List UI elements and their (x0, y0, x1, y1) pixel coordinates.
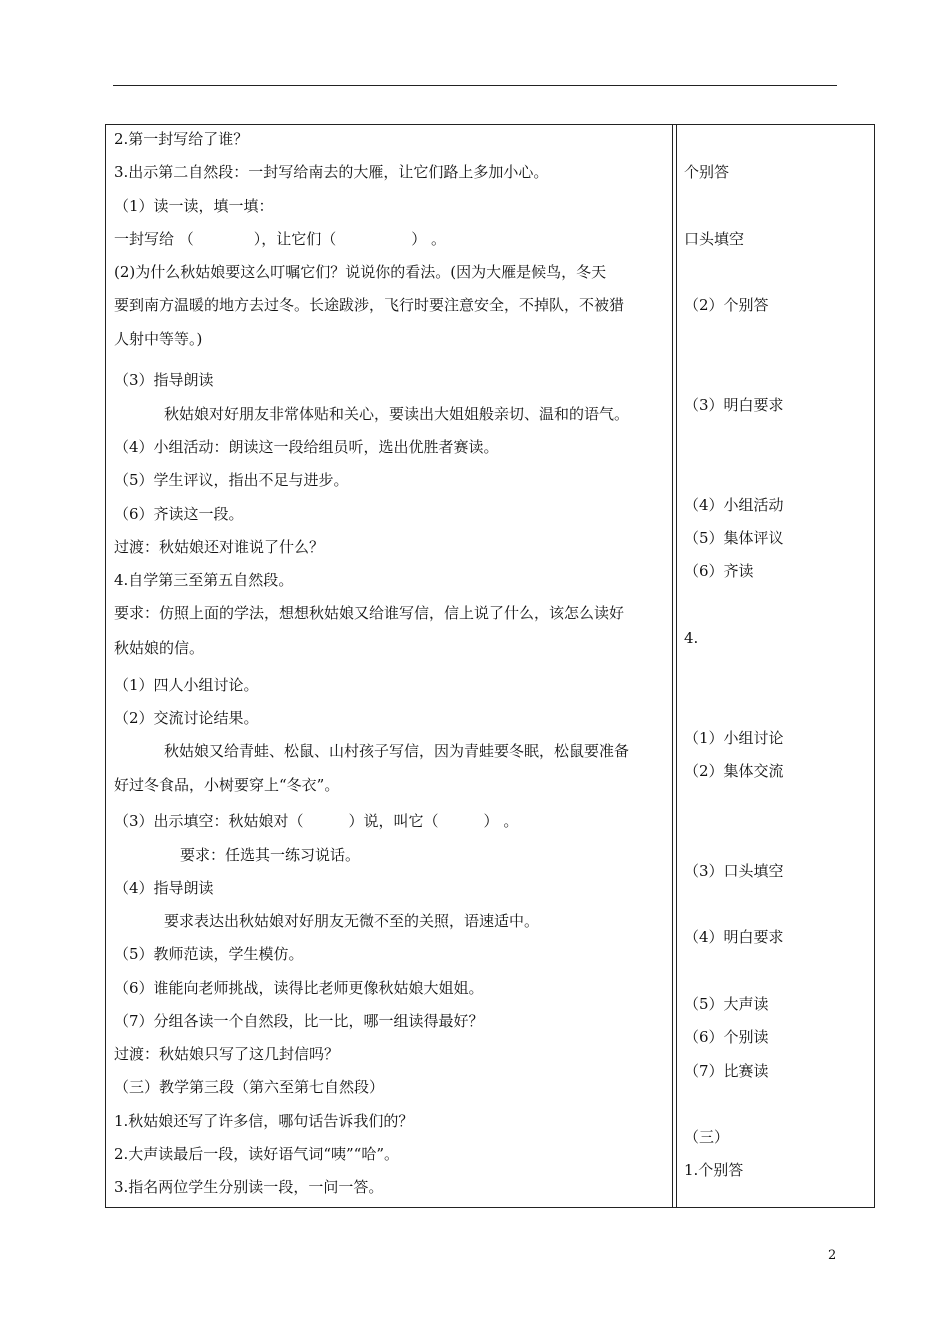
column-divider (676, 125, 677, 1207)
left-line: （4）小组活动：朗读这一段给组员听，选出优胜者赛读。 (114, 438, 499, 456)
left-line: （2）交流讨论结果。 (114, 709, 259, 727)
left-line: 秋姑娘的信。 (114, 639, 205, 657)
lesson-table (105, 124, 875, 1208)
left-line: 要求：仿照上面的学法，想想秋姑娘又给谁写信，信上说了什么，该怎么读好 (114, 604, 625, 622)
right-line: （4）小组活动 (684, 496, 784, 514)
left-line: 秋姑娘又给青蛙、松鼠、山村孩子写信，因为青蛙要冬眠，松鼠要准备 (164, 742, 630, 760)
left-line: （3）指导朗读 (114, 371, 214, 389)
column-divider (672, 125, 673, 1207)
left-line: （6）谁能向老师挑战，读得比老师更像秋姑娘大姐姐。 (114, 979, 484, 997)
right-line: （5）集体评议 (684, 529, 784, 547)
left-line: 一封写给 （ ），让它们（ ） 。 (114, 230, 447, 248)
left-line: 3.指名两位学生分别读一段，一问一答。 (114, 1178, 384, 1196)
left-line: （6）齐读这一段。 (114, 505, 244, 523)
right-line: （3）明白要求 (684, 396, 784, 414)
left-line: 2.大声读最后一段，读好语气词“咦”“哈”。 (114, 1145, 399, 1163)
right-line: 1.个别答 (684, 1161, 744, 1179)
left-line: （三）教学第三段（第六至第七自然段） (114, 1078, 385, 1096)
right-line: （三） (684, 1128, 730, 1146)
left-line: （1）读一读，填一填： (114, 197, 274, 215)
left-line: 4.自学第三至第五自然段。 (114, 571, 294, 589)
left-line: 过渡：秋姑娘只写了这几封信吗？ (114, 1045, 340, 1063)
left-line: 要求：任选其一练习说话。 (180, 846, 361, 864)
right-line: （1）小组讨论 (684, 729, 784, 747)
right-line: （5）大声读 (684, 995, 769, 1013)
left-line: 2.第一封写给了谁？ (114, 130, 249, 148)
left-line: （5）学生评议，指出不足与进步。 (114, 471, 349, 489)
right-line: 4. (684, 629, 699, 647)
right-line: 口头填空 (684, 230, 745, 248)
page-number: 2 (828, 1248, 837, 1263)
right-line: （7）比赛读 (684, 1062, 769, 1080)
left-line: 秋姑娘对好朋友非常体贴和关心，要读出大姐姐般亲切、温和的语气。 (164, 405, 630, 423)
left-line: 好过冬食品，小树要穿上“冬衣”。 (114, 776, 340, 794)
left-line: 1.秋姑娘还写了许多信，哪句话告诉我们的？ (114, 1112, 414, 1130)
left-line: （1）四人小组讨论。 (114, 676, 259, 694)
left-line: 人射中等等。) (114, 330, 203, 348)
right-line: （2）集体交流 (684, 762, 784, 780)
left-line: 过渡：秋姑娘还对谁说了什么？ (114, 538, 325, 556)
header-rule (113, 85, 837, 86)
left-line: 要求表达出秋姑娘对好朋友无微不至的关照，语速适中。 (164, 912, 540, 930)
left-line: （7）分组各读一个自然段，比一比，哪一组读得最好？ (114, 1012, 484, 1030)
left-line: （3）出示填空：秋姑娘对（ ）说，叫它（ ） 。 (114, 812, 519, 830)
right-line: （4）明白要求 (684, 928, 784, 946)
left-line: (2)为什么秋姑娘要这么叮嘱它们？说说你的看法。(因为大雁是候鸟，冬天 (114, 263, 607, 281)
right-line: 个别答 (684, 163, 730, 181)
right-line: （6）个别读 (684, 1028, 769, 1046)
left-line: 3.出示第二自然段：一封写给南去的大雁，让它们路上多加小心。 (114, 163, 549, 181)
left-line: （5）教师范读，学生模仿。 (114, 945, 304, 963)
right-line: （2）个别答 (684, 296, 769, 314)
left-line: （4）指导朗读 (114, 879, 214, 897)
left-line: 要到南方温暖的地方去过冬。长途跋涉，飞行时要注意安全，不掉队，不被猎 (114, 296, 625, 314)
right-line: （6）齐读 (684, 562, 754, 580)
right-line: （3）口头填空 (684, 862, 784, 880)
